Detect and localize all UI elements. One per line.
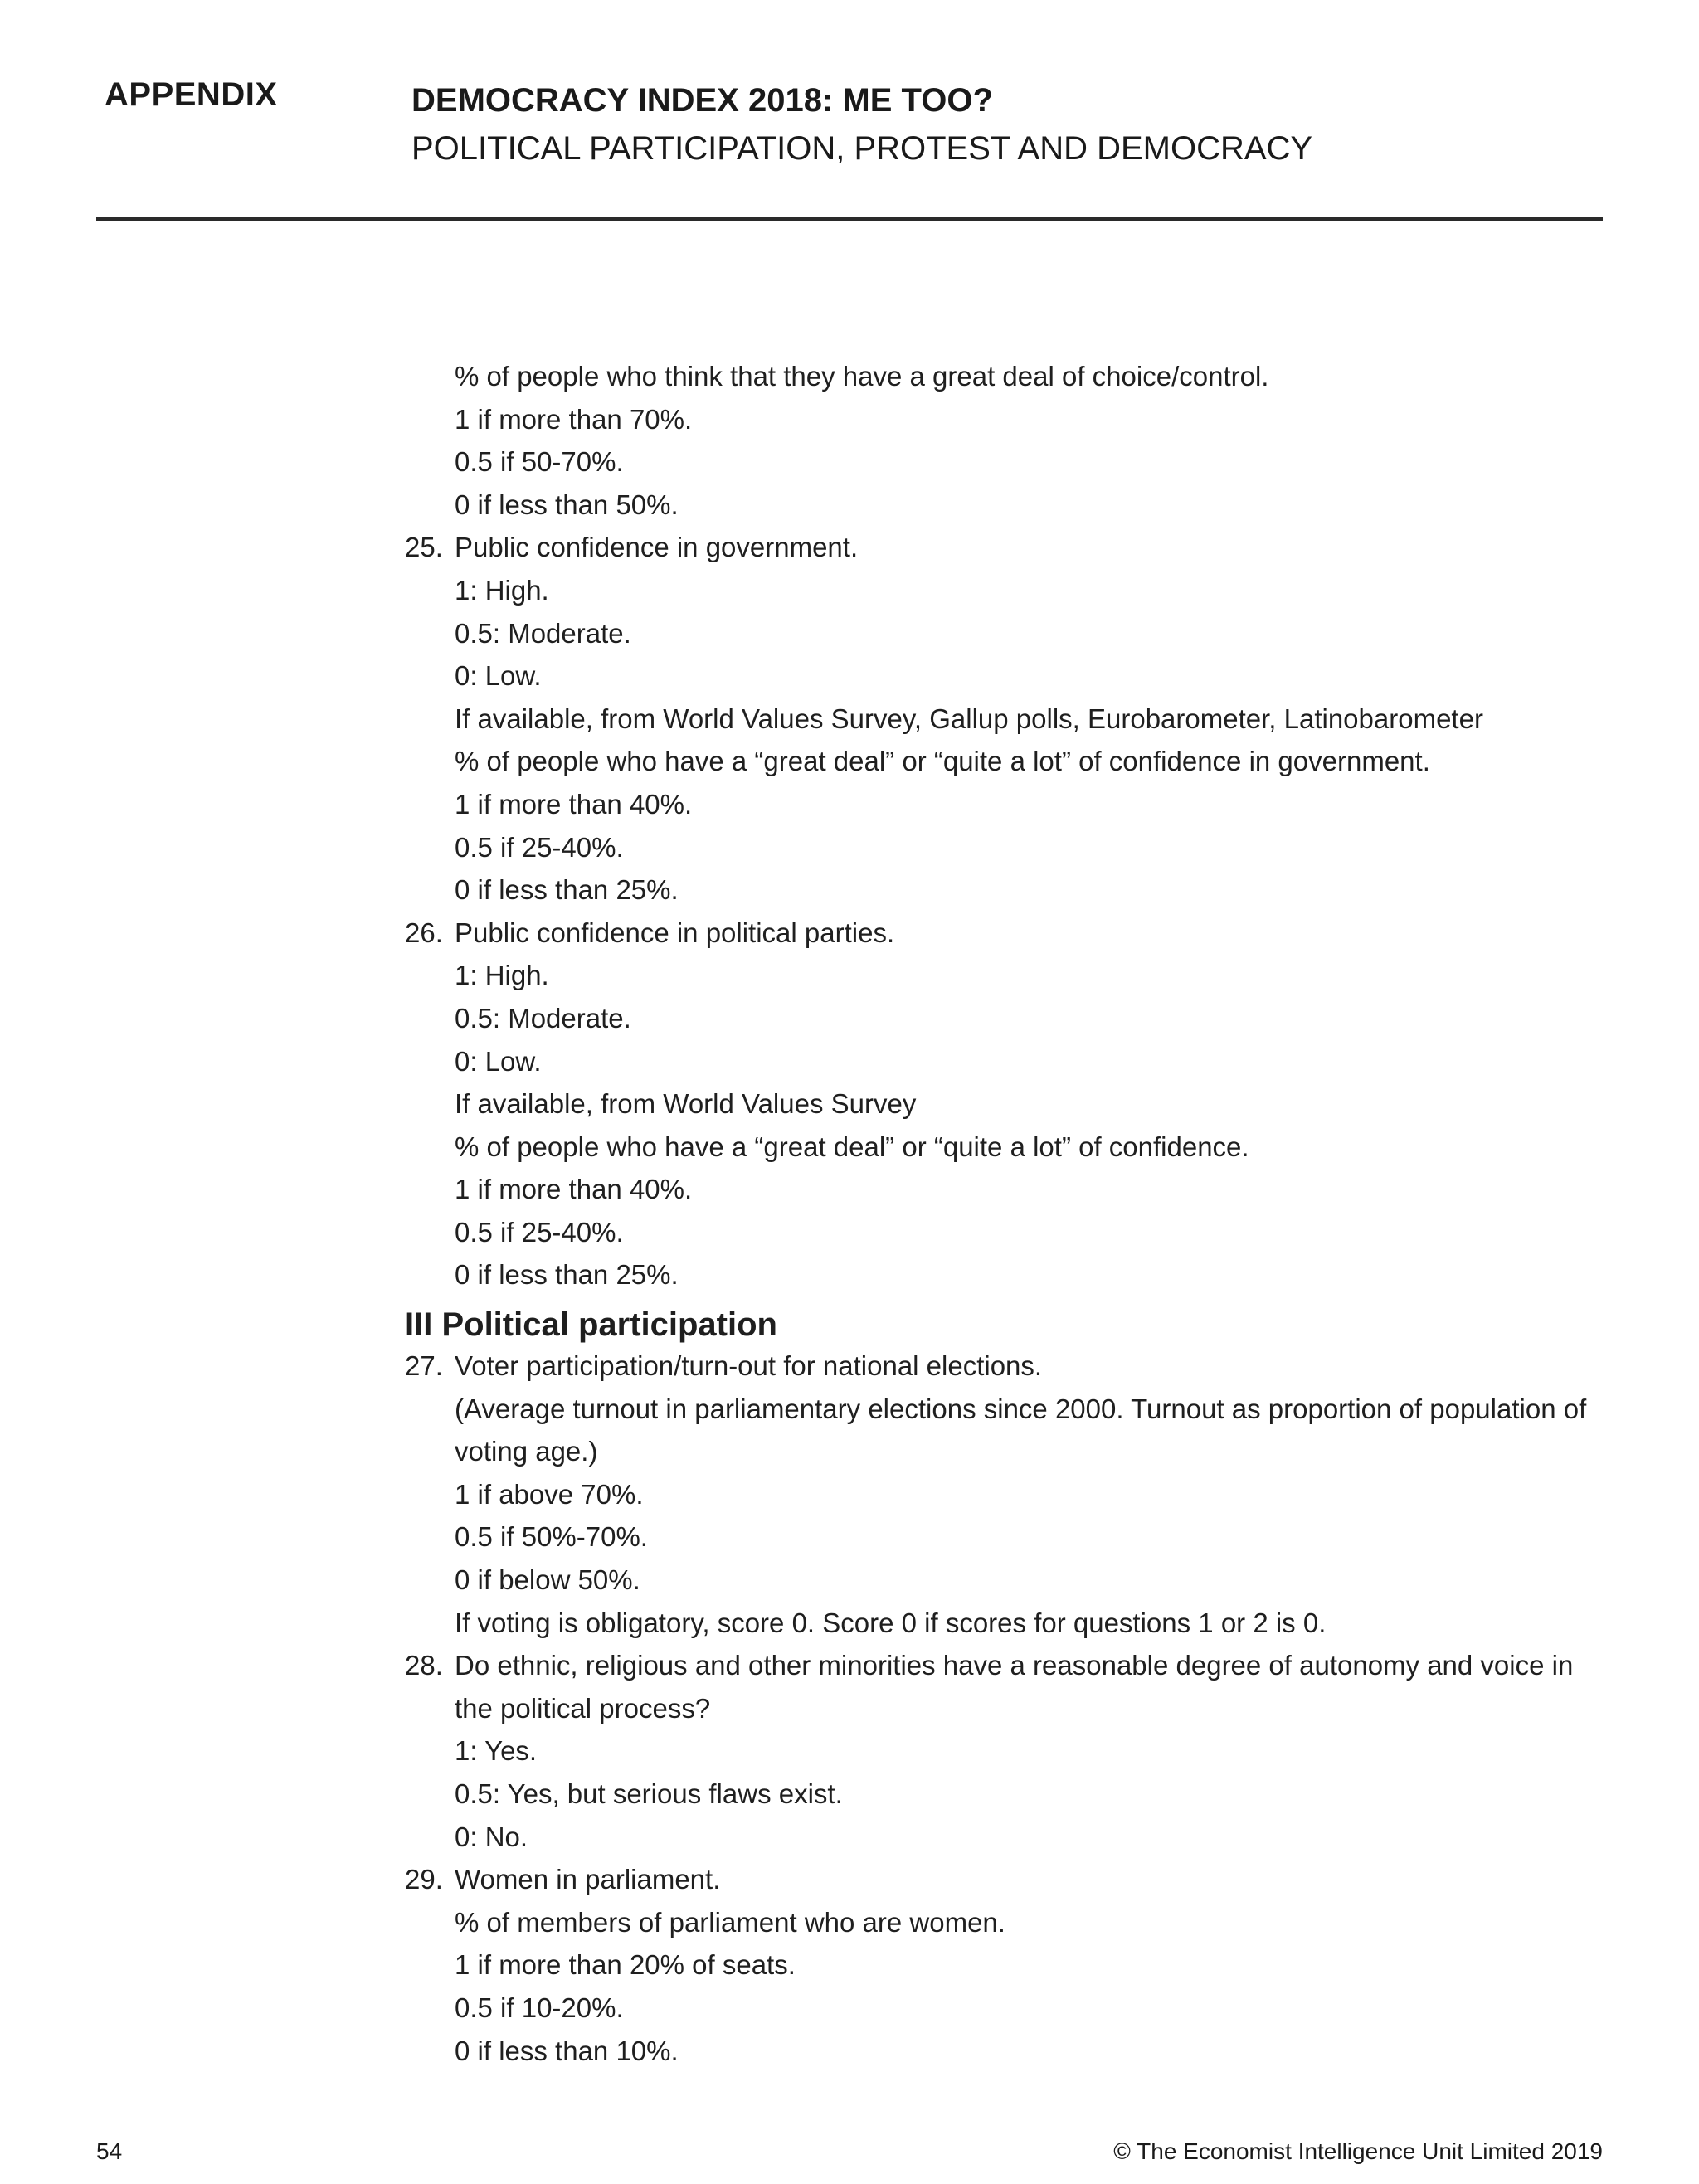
- body-line: 1: High.: [455, 574, 549, 606]
- question-text: Voter participation/turn-out for national elections.: [455, 1350, 1043, 1382]
- section-heading: III Political participation: [405, 1306, 777, 1344]
- body-line: 0.5 if 50%-70%.: [455, 1521, 648, 1553]
- body-line: 0 if less than 10%.: [455, 2035, 679, 2066]
- body-line: 0.5: Moderate.: [455, 1002, 631, 1034]
- body-line: 0 if less than 25%.: [455, 1259, 679, 1291]
- body-line: 0: Low.: [455, 1045, 542, 1077]
- body-line: % of people who think that they have a great deal of choice/control.: [455, 361, 1269, 392]
- question-25: [405, 526, 1603, 569]
- body-line: % of people who have a “great deal” or “quite a lot” of confidence in government.: [455, 746, 1430, 777]
- question-text: Public confidence in government.: [455, 532, 859, 563]
- document-subtitle: POLITICAL PARTICIPATION, PROTEST AND DEMOCRACY: [411, 130, 1313, 167]
- question-number: 26.: [405, 917, 443, 948]
- body-line: % of members of parliament who are women.: [455, 1906, 1005, 1938]
- header-section-label: APPENDIX: [105, 76, 278, 113]
- body-line: If voting is obligatory, score 0. Score 0 if scores for questions 1 or 2 is 0.: [455, 1607, 1327, 1638]
- body-line: % of people who have a “great deal” or “quite a lot” of confidence.: [455, 1131, 1249, 1162]
- document-title: DEMOCRACY INDEX 2018: ME TOO?: [411, 82, 993, 119]
- body-line: If available, from World Values Survey: [455, 1088, 917, 1120]
- question-27: [405, 1345, 1603, 1388]
- question-number: 27.: [405, 1350, 443, 1382]
- body-line: 0 if less than 50%.: [455, 489, 679, 520]
- body-line: 1 if above 70%.: [455, 1478, 644, 1510]
- header-titles: [411, 76, 1312, 173]
- question-number: 25.: [405, 532, 443, 563]
- question-text: Women in parliament.: [455, 1864, 721, 1895]
- body-line: 0 if below 50%.: [455, 1564, 640, 1596]
- copyright-notice: © The Economist Intelligence Unit Limited 2019: [1113, 2138, 1603, 2164]
- header-divider: [96, 217, 1603, 221]
- question-26: [405, 912, 1603, 955]
- body-line: 0.5 if 25-40%.: [455, 1216, 624, 1248]
- page-body: [405, 355, 1603, 2072]
- body-line: 1: Yes.: [455, 1735, 538, 1767]
- body-line: 0: No.: [455, 1821, 528, 1852]
- body-line: 1 if more than 40%.: [455, 788, 693, 820]
- body-line: 1 if more than 70%.: [455, 403, 693, 435]
- body-line: 0.5 if 25-40%.: [455, 831, 624, 863]
- body-line: 0.5: Yes, but serious flaws exist.: [455, 1778, 843, 1809]
- page-number: 54: [96, 2138, 123, 2164]
- question-29: [405, 1858, 1603, 1901]
- question-note: (Average turnout in parliamentary elections since 2000. Turnout as proportion of population of voting age.): [455, 1393, 1587, 1467]
- body-line: 1 if more than 20% of seats.: [455, 1949, 796, 1981]
- body-line: 0.5: Moderate.: [455, 617, 631, 649]
- body-line: 1: High.: [455, 960, 549, 991]
- body-line: If available, from World Values Survey, Gallup polls, Eurobarometer, Latinobarometer: [455, 703, 1483, 734]
- question-text: Public confidence in political parties.: [455, 917, 895, 948]
- body-line: 0 if less than 25%.: [455, 874, 679, 906]
- body-line: 0: Low.: [455, 660, 542, 692]
- question-28: [405, 1644, 1603, 1729]
- body-line: 0.5 if 10-20%.: [455, 1992, 624, 2023]
- question-text: Do ethnic, religious and other minorities have a reasonable degree of autonomy and voice in the political process?: [455, 1650, 1574, 1724]
- body-line: 0.5 if 50-70%.: [455, 446, 624, 478]
- question-number: 29.: [405, 1864, 443, 1895]
- body-line: 1 if more than 40%.: [455, 1174, 693, 1205]
- question-number: 28.: [405, 1650, 443, 1681]
